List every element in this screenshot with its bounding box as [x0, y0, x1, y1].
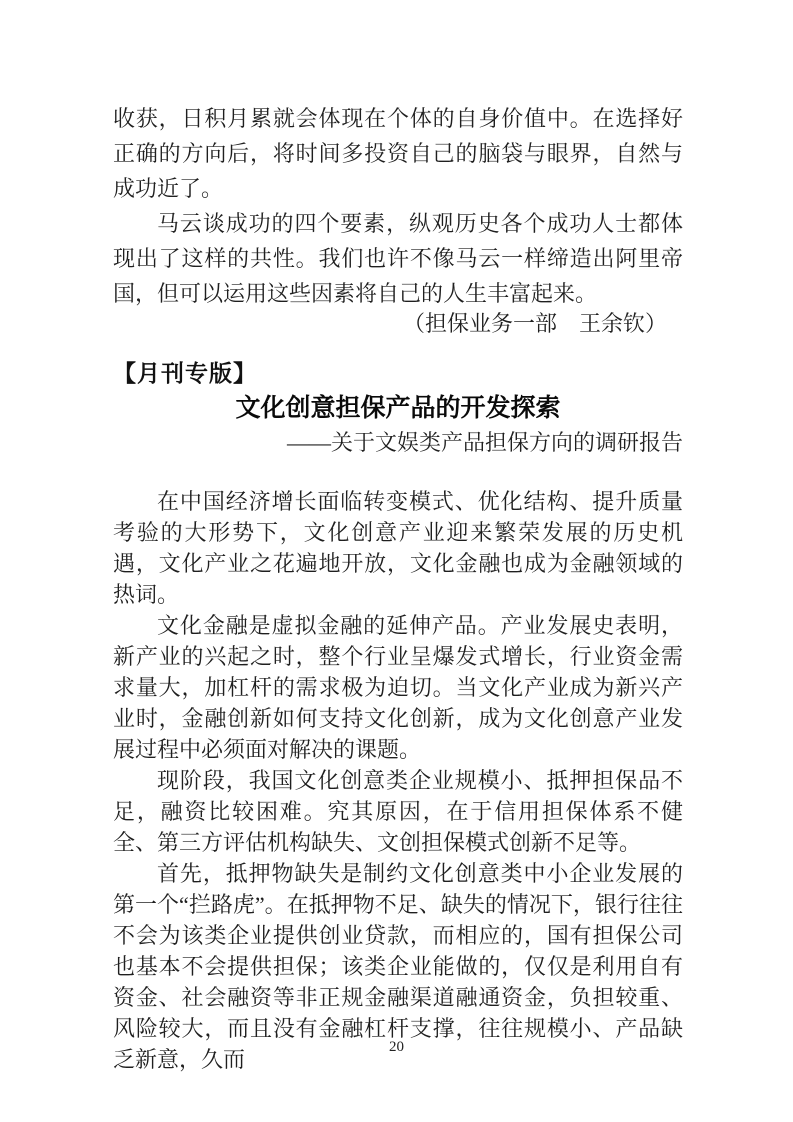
section-tag: 【月刊专版】 — [113, 361, 257, 386]
author-signature: （担保业务一部 王余钦） — [402, 311, 667, 336]
paragraph: 首先，抵押物缺失是制约文化创意类中小企业发展的第一个“拦路虎”。在抵押物不足、缺失的情况下，银行往往不会为该类企业提供创业贷款，而相应的，国有担保公司也基本不会提供担保；该类企业能做的，仅仅是利用自有资金、社会融资等非正规金融渠道融通资金，负担较重、风险较大，而且没有金融杠杆支撑，往往规模小、产品缺乏新意，久而 — [113, 861, 683, 1072]
article-body — [113, 486, 683, 1075]
paragraph: 马云谈成功的四个要素，纵观历史各个成功人士都体现出了这样的共性。我们也许不像马云一样缔造出阿里帝国，但可以运用这些因素将自己的人生丰富起来。 — [113, 211, 683, 306]
paragraph: 收获，日积月累就会体现在个体的自身价值中。在选择好正确的方向后，将时间多投资自己的脑袋与眼界，自然与成功近了。 — [113, 106, 683, 201]
page-number: 20 — [389, 1039, 404, 1055]
paragraph: 在中国经济增长面临转变模式、优化结构、提升质量考验的大形势下，文化创意产业迎来繁荣发展的历史机遇，文化产业之花遍地开放，文化金融也成为金融领域的热词。 — [113, 489, 683, 607]
paragraph: 现阶段，我国文化创意类企业规模小、抵押担保品不足，融资比较困难。究其原因，在于信用担保体系不健全、第三方评估机构缺失、文创担保模式创新不足等。 — [113, 768, 683, 855]
article-title: 文化创意担保产品的开发探索 — [235, 394, 561, 422]
paragraph: 文化金融是虚拟金融的延伸产品。产业发展史表明，新产业的兴起之时，整个行业呈爆发式增长，行业资金需求量大，加杠杆的需求极为迫切。当文化产业成为新兴产业时，金融创新如何支持文化创新，成为文化创意产业发展过程中必须面对解决的课题。 — [113, 613, 683, 762]
previous-article-end — [113, 101, 683, 337]
article-subtitle: ——关于文娱类产品担保方向的调研报告 — [286, 430, 683, 455]
